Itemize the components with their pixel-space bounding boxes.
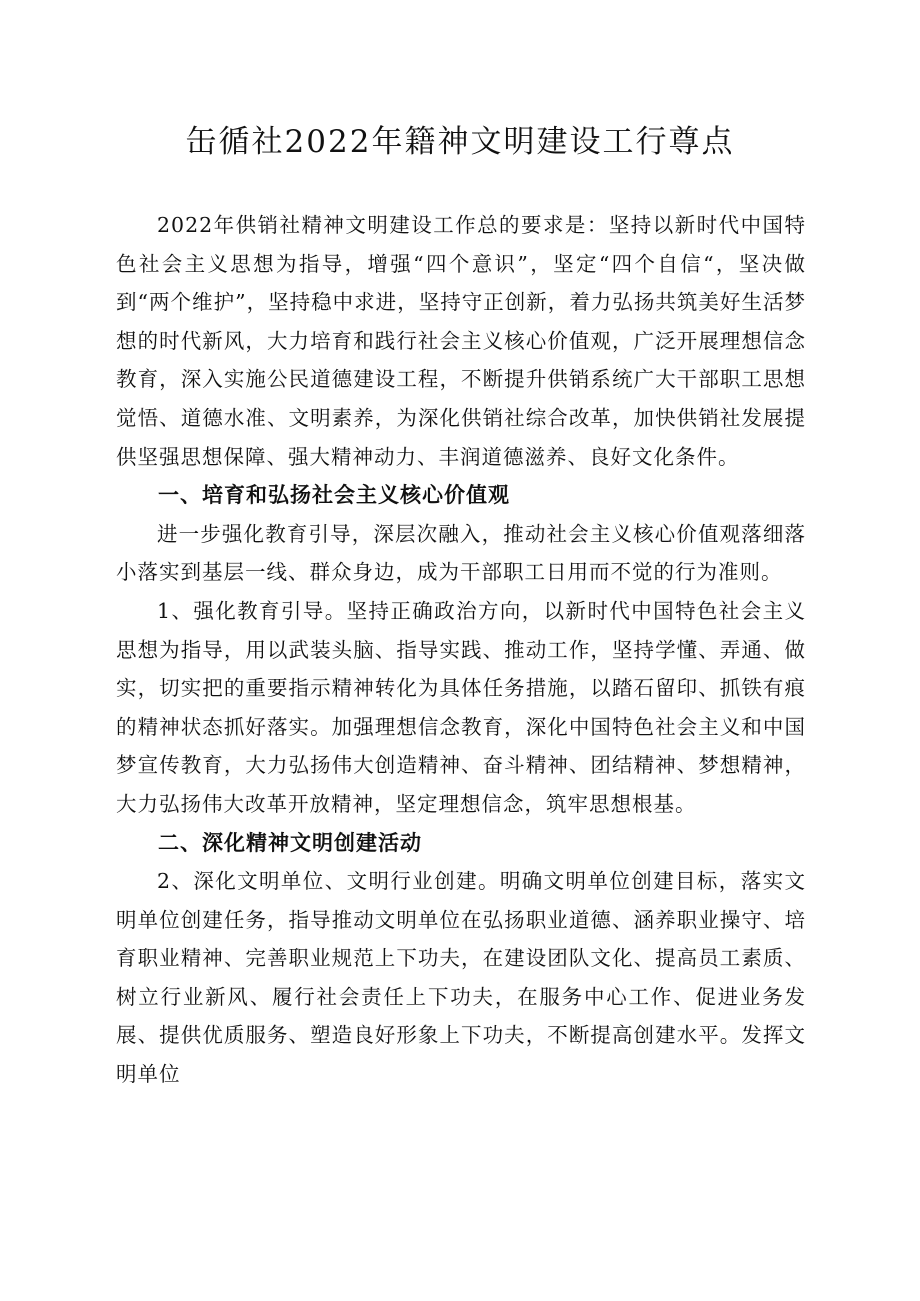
section-1-paragraph-2: 1、强化教育引导。坚持正确政治方向，以新时代中国特色社会主义思想为指导，用以武装头脑、指导实践、推动工作，坚持学懂、弄通、做实，切实把的重要指示精神转化为具体任务措施，以踏石留印、抓铁有痕的精神状态抓好落实。加强理想信念教育，深化中国特色社会主义和中国梦宣传教育，大力弘扬伟大创造精神、奋斗精神、团结精神、梦想精神，大力弘扬伟大改革开放精神，坚定理想信念，筑牢思想根基。 xyxy=(116,598,806,816)
section-2-heading: 二、深化精神文明创建活动 xyxy=(158,830,422,855)
section-1-paragraph-1: 进一步强化教育引导，深层次融入，推动社会主义核心价值观落细落小落实到基层一线、群众身边，成为干部职工日用而不觉的行为准则。 xyxy=(116,521,806,585)
section-1-heading: 一、培育和弘扬社会主义核心价值观 xyxy=(158,483,510,508)
document-title: 缶循社2022年籍神文明建设工行尊点 xyxy=(185,124,735,160)
section-2-paragraph-1: 2、深化文明单位、文明行业创建。明确文明单位创建目标，落实文明单位创建任务，指导推动文明单位在弘扬职业道德、涵养职业操守、培育职业精神、完善职业规范上下功夫，在建设团队文化、提高员工素质、树立行业新风、履行社会责任上下功夫，在服务中心工作、促进业务发展、提供优质服务、塑造良好形象上下功夫，不断提高创建水平。发挥文明单位 xyxy=(116,869,806,1087)
document-body xyxy=(116,206,806,1094)
intro-paragraph: 2022年供销社精神文明建设工作总的要求是：坚持以新时代中国特色社会主义思想为指导，增强“四个意识”，坚定“四个自信“，坚决做到“两个维护”，坚持稳中求进，坚持守正创新，着力弘扬共筑美好生活梦想的时代新风，大力培育和践行社会主义核心价值观，广泛开展理想信念教育，深入实施公民道德建设工程，不断提升供销系统广大干部职工思想觉悟、道德水准、文明素养，为深化供销社综合改革，加快供销社发展提供坚强思想保障、强大精神动力、丰润道德滋养、良好文化条件。 xyxy=(116,213,806,469)
